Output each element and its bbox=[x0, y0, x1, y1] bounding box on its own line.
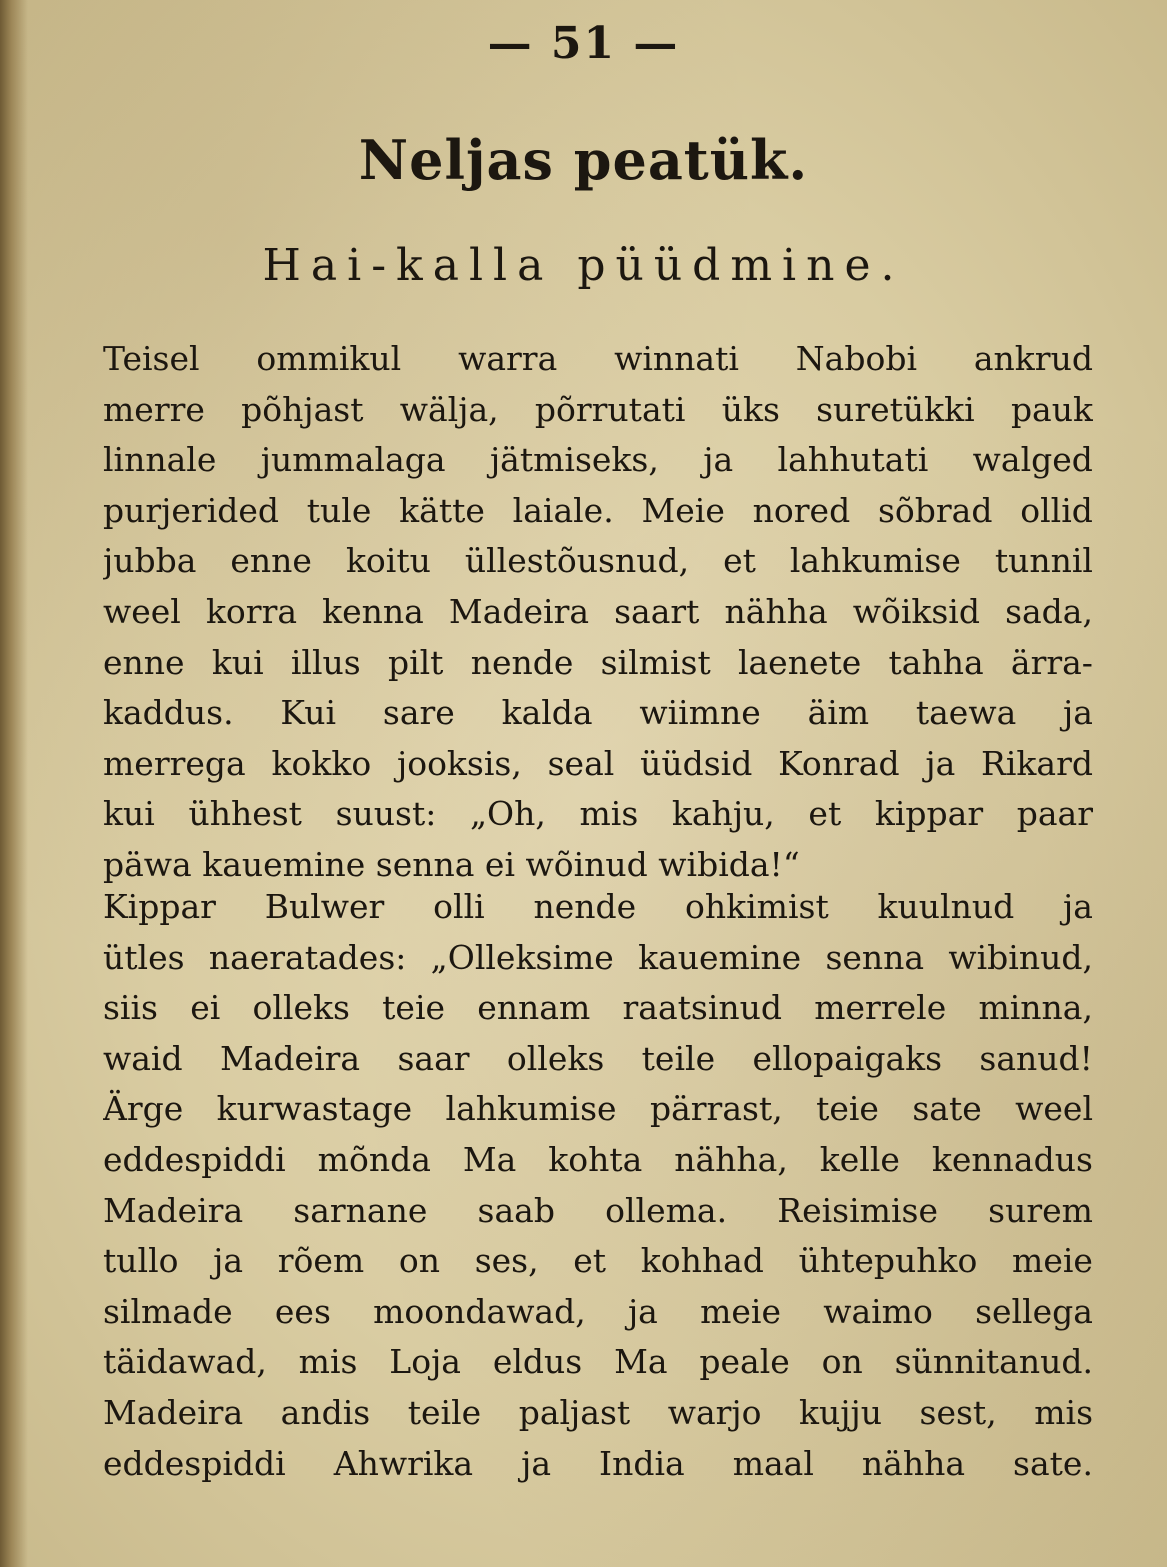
justified-words bbox=[103, 1034, 1093, 1085]
word: India bbox=[599, 1443, 685, 1483]
text-line bbox=[103, 1135, 1093, 1186]
word: lahkumise bbox=[789, 541, 961, 581]
text-line bbox=[103, 1439, 1093, 1490]
justified-words bbox=[103, 536, 1093, 587]
word: on bbox=[821, 1342, 863, 1382]
chapter-title: Neljas peatük. bbox=[358, 128, 809, 192]
word: Madeira bbox=[103, 1190, 244, 1230]
word: saart bbox=[614, 591, 700, 631]
word: ühhest bbox=[188, 794, 302, 834]
word: ja bbox=[1063, 887, 1093, 926]
word: teile bbox=[641, 1038, 716, 1078]
word: saar bbox=[397, 1038, 470, 1078]
word: kurwastage bbox=[216, 1089, 413, 1129]
word: senna bbox=[825, 937, 925, 977]
text-line bbox=[103, 1034, 1093, 1085]
word: wibinud, bbox=[948, 937, 1093, 977]
text-line bbox=[103, 739, 1093, 790]
text-line bbox=[103, 1186, 1093, 1237]
word: Nabobi bbox=[795, 339, 918, 378]
word: kauemine bbox=[638, 937, 802, 977]
word: kui bbox=[211, 642, 264, 682]
word: enne bbox=[103, 642, 185, 682]
word: et bbox=[723, 541, 756, 581]
word: nähha bbox=[724, 591, 828, 631]
text-line bbox=[103, 334, 1093, 385]
text-line bbox=[103, 1084, 1093, 1135]
text-line bbox=[103, 1337, 1093, 1388]
word: saab bbox=[477, 1190, 555, 1230]
word: jooksis, bbox=[396, 743, 522, 783]
word: lahkumise bbox=[445, 1089, 617, 1129]
book-spine-shadow bbox=[0, 0, 28, 1567]
word: Rikard bbox=[981, 743, 1093, 783]
word: kahju, bbox=[671, 794, 775, 834]
word: waimo bbox=[823, 1291, 933, 1331]
word: ütles bbox=[103, 937, 185, 977]
word: ja bbox=[1063, 693, 1093, 733]
word: olleks bbox=[506, 1038, 605, 1078]
word: kohhad bbox=[640, 1241, 764, 1281]
word: nende bbox=[533, 887, 637, 926]
word: nored bbox=[752, 490, 851, 530]
word: paar bbox=[1016, 794, 1093, 834]
word: illus bbox=[290, 642, 361, 682]
word: wälja, bbox=[399, 389, 499, 429]
word: Meie bbox=[641, 490, 725, 530]
word: nähha bbox=[861, 1443, 966, 1483]
word: siis bbox=[103, 988, 158, 1028]
word: Teisel bbox=[103, 339, 200, 378]
word: Kui bbox=[280, 693, 337, 733]
text-line: päwa kauemine senna ei wõinud wibida!“ bbox=[103, 844, 800, 884]
word: seal bbox=[547, 743, 615, 783]
word: sellega bbox=[975, 1291, 1093, 1331]
word: Reisimise bbox=[777, 1190, 938, 1230]
word: wõiksid bbox=[852, 591, 980, 631]
word: üks bbox=[721, 389, 780, 429]
word: mis bbox=[579, 794, 639, 834]
word: purjerided bbox=[103, 490, 280, 530]
word: ja bbox=[213, 1241, 244, 1281]
word: sada, bbox=[1005, 591, 1093, 631]
word: et bbox=[808, 794, 842, 834]
word: ärra- bbox=[1010, 642, 1093, 682]
word: pärrast, bbox=[649, 1089, 783, 1129]
word: üüdsid bbox=[640, 743, 753, 783]
justified-words bbox=[103, 638, 1093, 689]
word: suust: bbox=[335, 794, 437, 834]
word: jubba bbox=[103, 541, 197, 581]
justified-words bbox=[103, 983, 1093, 1034]
text-line bbox=[103, 933, 1093, 984]
word: mõnda bbox=[317, 1139, 431, 1179]
page-number: — 51 — bbox=[487, 18, 680, 69]
word: weel bbox=[103, 591, 181, 631]
word: sest, bbox=[919, 1392, 997, 1432]
text-line bbox=[103, 688, 1093, 739]
word: rõem bbox=[277, 1241, 365, 1281]
word: mis bbox=[298, 1342, 358, 1382]
paragraph-2 bbox=[103, 882, 1093, 1489]
word: täidawad, bbox=[103, 1342, 267, 1382]
word: Konrad bbox=[778, 743, 900, 783]
justified-words bbox=[103, 587, 1093, 638]
word: on bbox=[398, 1241, 441, 1281]
word: walged bbox=[972, 440, 1093, 480]
word: tahha bbox=[888, 642, 984, 682]
text-line bbox=[103, 536, 1093, 587]
word: sanud! bbox=[979, 1038, 1093, 1078]
word: nende bbox=[470, 642, 574, 682]
word: äim bbox=[807, 693, 870, 733]
paragraph-1 bbox=[103, 334, 1093, 891]
word: kelle bbox=[819, 1139, 900, 1179]
word: Loja bbox=[389, 1342, 461, 1382]
word: teile bbox=[407, 1392, 482, 1432]
word: ennam bbox=[477, 988, 591, 1028]
word: naeratades: bbox=[208, 937, 407, 977]
word: teie bbox=[382, 988, 446, 1028]
word: mis bbox=[1034, 1392, 1093, 1432]
word: Ma bbox=[462, 1139, 517, 1179]
word: pilt bbox=[387, 642, 444, 682]
word: kätte bbox=[399, 490, 485, 530]
text-line bbox=[103, 1287, 1093, 1338]
word: meie bbox=[700, 1291, 781, 1331]
word: merrele bbox=[814, 988, 947, 1028]
word: andis bbox=[280, 1392, 371, 1432]
word: merrega bbox=[103, 743, 246, 783]
word: ja bbox=[521, 1443, 552, 1483]
word: ses, bbox=[474, 1241, 539, 1281]
word: ohkimist bbox=[685, 887, 829, 926]
word: sõbrad bbox=[877, 490, 993, 530]
word: tule bbox=[306, 490, 372, 530]
word: kenna bbox=[322, 591, 424, 631]
justified-words bbox=[103, 1337, 1093, 1388]
word: silmist bbox=[600, 642, 711, 682]
chapter-subtitle: Hai-kalla püüdmine. bbox=[262, 240, 905, 291]
word: „Olleksime bbox=[430, 937, 614, 977]
word: üllestõusnud, bbox=[464, 541, 690, 581]
word: kokko bbox=[271, 743, 372, 783]
text-line bbox=[103, 638, 1093, 689]
justified-words bbox=[103, 1287, 1093, 1338]
justified-words bbox=[103, 1388, 1093, 1439]
word: „Oh, bbox=[469, 794, 546, 834]
text-line bbox=[103, 1388, 1093, 1439]
word: linnale bbox=[103, 440, 217, 480]
word: maal bbox=[732, 1443, 814, 1483]
justified-words bbox=[103, 789, 1093, 840]
word: eddespiddi bbox=[103, 1443, 286, 1483]
justified-words bbox=[103, 385, 1093, 436]
justified-words bbox=[103, 1236, 1093, 1287]
text-line bbox=[103, 789, 1093, 840]
word: et bbox=[573, 1241, 607, 1281]
word: ja bbox=[627, 1291, 658, 1331]
word: lahhutati bbox=[777, 440, 929, 480]
word: kuulnud bbox=[877, 887, 1015, 926]
word: ellopaigaks bbox=[752, 1038, 943, 1078]
word: kujju bbox=[799, 1392, 882, 1432]
word: Ärge bbox=[103, 1089, 184, 1129]
justified-words bbox=[103, 1135, 1093, 1186]
word: eddespiddi bbox=[103, 1139, 286, 1179]
word: ankrud bbox=[973, 339, 1093, 378]
justified-words bbox=[103, 739, 1093, 790]
word: winnati bbox=[614, 339, 739, 378]
word: Madeira bbox=[448, 591, 590, 631]
word: warjo bbox=[667, 1392, 762, 1432]
word: silmade bbox=[103, 1291, 233, 1331]
word: koitu bbox=[345, 541, 431, 581]
word: tunnil bbox=[994, 541, 1093, 581]
text-line bbox=[103, 587, 1093, 638]
word: ommikul bbox=[256, 339, 402, 378]
justified-words bbox=[103, 486, 1093, 537]
word: jätmiseks, bbox=[489, 440, 659, 480]
word: ja bbox=[703, 440, 734, 480]
word: taewa bbox=[915, 693, 1017, 733]
word: eldus bbox=[492, 1342, 583, 1382]
word: olli bbox=[433, 887, 485, 926]
text-line bbox=[103, 385, 1093, 436]
text-line bbox=[103, 486, 1093, 537]
word: Ahwrika bbox=[333, 1443, 474, 1483]
word: meie bbox=[1012, 1241, 1093, 1281]
justified-words bbox=[103, 1186, 1093, 1237]
word: suretükki bbox=[816, 389, 975, 429]
justified-words bbox=[103, 1084, 1093, 1135]
word: minna, bbox=[978, 988, 1093, 1028]
word: warra bbox=[458, 339, 558, 378]
word: sünnitanud. bbox=[894, 1342, 1093, 1382]
word: laiale. bbox=[512, 490, 614, 530]
word: raatsinud bbox=[622, 988, 783, 1028]
word: korra bbox=[205, 591, 298, 631]
text-line bbox=[103, 983, 1093, 1034]
word: Madeira bbox=[219, 1038, 361, 1078]
word: ja bbox=[925, 743, 956, 783]
word: põhjast bbox=[241, 389, 364, 429]
word: moondawad, bbox=[373, 1291, 586, 1331]
word: surem bbox=[988, 1190, 1093, 1230]
word: kippar bbox=[874, 794, 984, 834]
word: sate. bbox=[1013, 1443, 1093, 1483]
word: paljast bbox=[518, 1392, 631, 1432]
word: sate bbox=[912, 1089, 982, 1129]
justified-words bbox=[103, 1439, 1093, 1490]
word: enne bbox=[230, 541, 312, 581]
word: kohta bbox=[548, 1139, 643, 1179]
word: Bulwer bbox=[264, 887, 385, 926]
word: sare bbox=[382, 693, 455, 733]
word: ei bbox=[190, 988, 221, 1028]
word: waid bbox=[103, 1038, 183, 1078]
word: sarnane bbox=[293, 1190, 428, 1230]
word: ühtepuhko bbox=[798, 1241, 978, 1281]
justified-words bbox=[103, 688, 1093, 739]
word: ollema. bbox=[605, 1190, 728, 1230]
text-line bbox=[103, 1236, 1093, 1287]
word: jummalaga bbox=[260, 440, 446, 480]
word: pauk bbox=[1010, 389, 1093, 429]
word: kui bbox=[103, 794, 155, 834]
word: weel bbox=[1015, 1089, 1093, 1129]
word: kaddus. bbox=[103, 693, 234, 733]
text-line bbox=[103, 882, 1093, 933]
word: ollid bbox=[1020, 490, 1093, 530]
word: Madeira bbox=[103, 1392, 244, 1432]
word: merre bbox=[103, 389, 205, 429]
word: peale bbox=[699, 1342, 790, 1382]
justified-words bbox=[103, 933, 1093, 984]
word: nähha, bbox=[674, 1139, 788, 1179]
justified-words bbox=[103, 435, 1093, 486]
word: Ma bbox=[614, 1342, 668, 1382]
word: teie bbox=[816, 1089, 879, 1129]
text-line bbox=[103, 435, 1093, 486]
word: laenete bbox=[737, 642, 862, 682]
justified-words bbox=[103, 882, 1093, 933]
justified-words bbox=[103, 334, 1093, 385]
word: tullo bbox=[103, 1241, 179, 1281]
word: wiimne bbox=[639, 693, 761, 733]
word: kalda bbox=[501, 693, 593, 733]
word: olleks bbox=[252, 988, 350, 1028]
word: põrrutati bbox=[534, 389, 686, 429]
word: ees bbox=[274, 1291, 331, 1331]
word: kennadus bbox=[931, 1139, 1093, 1179]
word: Kippar bbox=[103, 887, 216, 926]
